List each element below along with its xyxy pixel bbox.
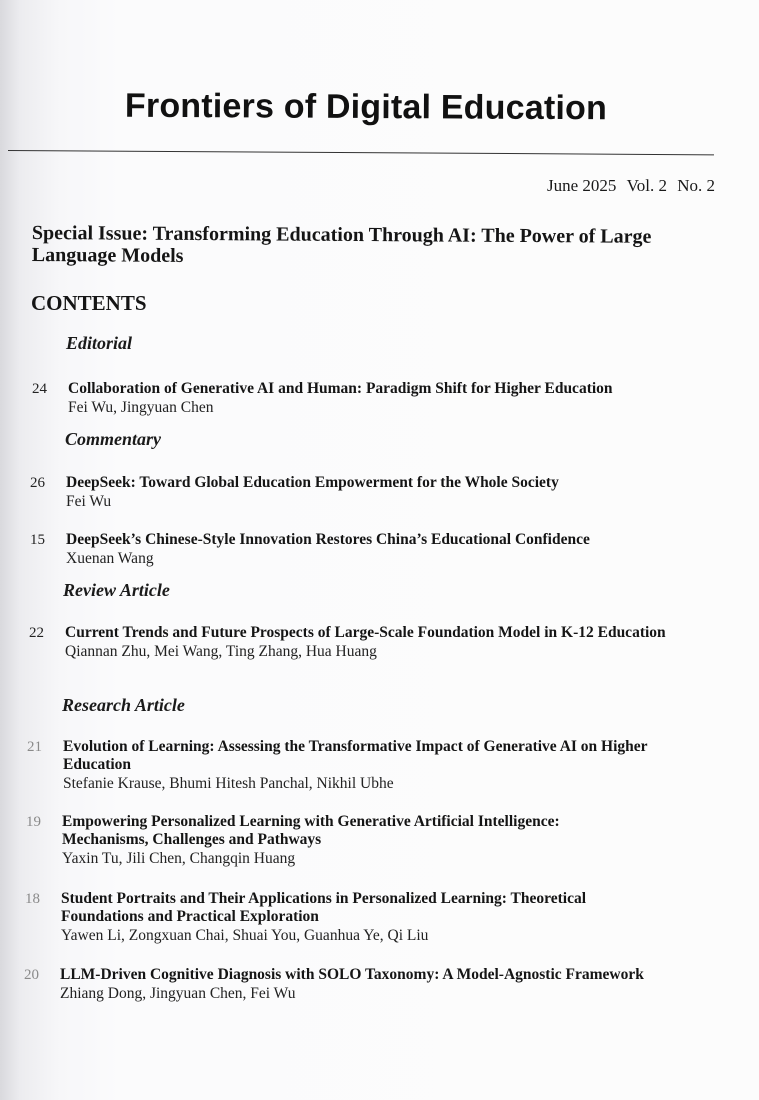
article-authors: Yaxin Tu, Jili Chen, Changqin Huang	[62, 850, 296, 867]
issue-number: No. 2	[677, 176, 715, 195]
page-number: 21	[27, 739, 42, 755]
contents-heading: CONTENTS	[31, 291, 147, 315]
article-authors: Stefanie Krause, Bhumi Hitesh Panchal, Nikhil Ubhe	[63, 775, 394, 792]
section-heading-editorial: Editorial	[66, 333, 133, 353]
article-authors: Qiannan Zhu, Mei Wang, Ting Zhang, Hua Huang	[65, 643, 377, 660]
page-number: 18	[25, 891, 40, 907]
section-heading-research-article: Research Article	[62, 695, 185, 715]
article-title[interactable]: Evolution of Learning: Assessing the Transformative Impact of Generative AI on Higher Education	[63, 738, 648, 773]
special-issue-title: Special Issue: Transforming Education Through AI: The Power of Large Language Models	[31, 222, 652, 267]
page-number: 26	[30, 475, 45, 491]
article-title[interactable]: DeepSeek: Toward Global Education Empowerment for the Whole Society	[66, 474, 559, 491]
issue-date: June 2025	[546, 176, 617, 195]
page-number: 20	[24, 967, 39, 983]
article-title[interactable]: LLM-Driven Cognitive Diagnosis with SOLO Taxonomy: A Model-Agnostic Framework	[60, 966, 644, 983]
page-number: 22	[29, 625, 44, 641]
article-title[interactable]: Current Trends and Future Prospects of Large-Scale Foundation Model in K-12 Education	[65, 624, 666, 641]
issue-info	[541, 176, 715, 196]
article-title[interactable]: Empowering Personalized Learning with Generative Artificial Intelligence: Mechanisms, Challenges and Pathways	[62, 813, 560, 848]
article-authors: Yawen Li, Zongxuan Chai, Shuai You, Guanhua Ye, Qi Liu	[61, 927, 429, 944]
page-number: 15	[30, 532, 45, 548]
article-title[interactable]: Collaboration of Generative AI and Human: Paradigm Shift for Higher Education	[68, 380, 613, 397]
issue-volume: Vol. 2	[626, 176, 667, 195]
section-heading-commentary: Commentary	[65, 429, 162, 449]
header-rule	[8, 150, 714, 155]
article-authors: Fei Wu, Jingyuan Chen	[68, 399, 214, 416]
article-title[interactable]: Student Portraits and Their Applications in Personalized Learning: Theoretical Foundations and Practical Exploration	[61, 890, 587, 925]
section-heading-review-article: Review Article	[63, 580, 170, 600]
article-title[interactable]: DeepSeek’s Chinese-Style Innovation Restores China’s Educational Confidence	[66, 531, 590, 548]
page-number: 19	[26, 814, 41, 830]
article-authors: Xuenan Wang	[66, 550, 154, 567]
article-authors: Fei Wu	[66, 493, 112, 510]
journal-title: Frontiers of Digital Education	[124, 86, 608, 128]
page-number: 24	[32, 381, 47, 397]
article-authors: Zhiang Dong, Jingyuan Chen, Fei Wu	[60, 985, 296, 1002]
